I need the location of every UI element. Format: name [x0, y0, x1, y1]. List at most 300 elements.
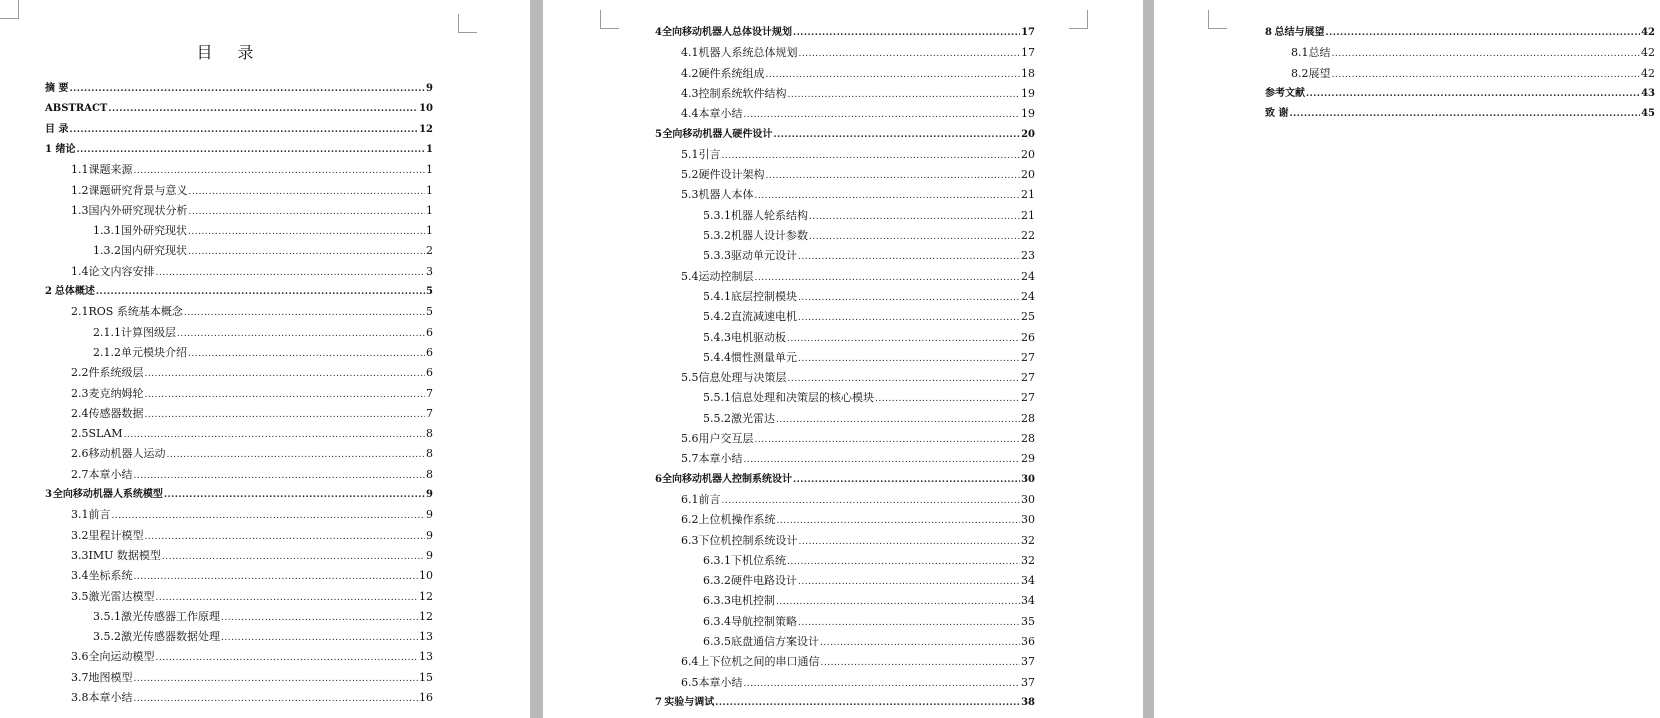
- toc-entry[interactable]: [681, 430, 1035, 448]
- toc-entry-number: 6.5: [681, 675, 699, 689]
- toc-dot-leader: [788, 370, 1021, 388]
- toc-entry-number: 3.5.1: [93, 609, 121, 623]
- toc-dot-leader: [776, 411, 1020, 429]
- toc-entry[interactable]: [1291, 65, 1655, 83]
- document-page-2: [543, 0, 1143, 718]
- toc-entry[interactable]: [681, 653, 1035, 671]
- toc-dot-leader: [766, 167, 1021, 185]
- crop-mark: [600, 10, 619, 29]
- toc-entry-page-number: 12: [419, 589, 433, 603]
- toc-dot-leader: [773, 126, 1020, 144]
- toc-entry-page-number: 9: [426, 528, 433, 542]
- toc-entry-page-number: 20: [1021, 128, 1035, 140]
- toc-dot-leader: [788, 86, 1021, 104]
- toc-entry-number: 3.7: [71, 670, 89, 684]
- toc-entry-number: 1: [45, 143, 52, 155]
- toc-entry[interactable]: [681, 511, 1035, 529]
- toc-entry-page-number: 24: [1021, 269, 1035, 283]
- toc-entry-title: 激光传感器数据处理: [121, 630, 220, 644]
- toc-entry[interactable]: [681, 166, 1035, 184]
- toc-entry[interactable]: [93, 222, 433, 240]
- toc-entry-page-number: 23: [1021, 249, 1035, 263]
- toc-entry-number: 3.1: [71, 508, 89, 522]
- toc-heading: 目 录: [196, 43, 264, 62]
- toc-dot-leader: [188, 345, 425, 363]
- toc-entry[interactable]: [45, 100, 433, 118]
- crop-mark: [1208, 10, 1227, 29]
- toc-dot-leader: [221, 629, 418, 647]
- toc-entry-number: 3.3: [71, 548, 89, 562]
- toc-dot-leader: [820, 634, 1020, 652]
- toc-entry-number: 3.8: [71, 691, 89, 704]
- toc-dot-leader: [755, 187, 1021, 205]
- toc-entry-title: 论文内容安排: [88, 264, 155, 278]
- toc-entry[interactable]: [703, 308, 1035, 326]
- toc-entry[interactable]: [703, 329, 1035, 347]
- toc-entry-page-number: 43: [1641, 87, 1655, 99]
- toc-entry[interactable]: [703, 207, 1035, 225]
- toc-entry-number: 5.7: [681, 452, 699, 466]
- toc-entry[interactable]: [681, 532, 1035, 550]
- toc-entry[interactable]: [71, 425, 433, 443]
- toc-entry[interactable]: [703, 389, 1035, 407]
- toc-dot-leader: [798, 350, 1020, 368]
- toc-dot-leader: [188, 243, 425, 261]
- toc-entry[interactable]: [71, 161, 433, 179]
- toc-entry-title: 国外研究现状: [121, 224, 187, 238]
- toc-entry-page-number: 8: [426, 427, 433, 441]
- toc-dot-leader: [156, 589, 419, 607]
- toc-entry-page-number: 9: [426, 548, 433, 562]
- toc-entry[interactable]: [71, 466, 433, 484]
- toc-entry-page-number: 20: [1021, 147, 1035, 161]
- toc-entry-page-number: 17: [1021, 46, 1035, 60]
- toc-dot-leader: [177, 325, 425, 343]
- toc-entry-title: 机器人轮系结构: [731, 208, 808, 222]
- toc-dot-leader: [798, 309, 1020, 327]
- toc-dot-leader: [799, 45, 1021, 63]
- toc-entry[interactable]: [93, 608, 433, 626]
- toc-entry[interactable]: [93, 324, 433, 342]
- toc-entry-number: 1.3.2: [93, 244, 121, 258]
- toc-dot-leader: [156, 649, 419, 667]
- toc-entry-page-number: 29: [1021, 452, 1035, 466]
- toc-entry-page-number: 1: [426, 203, 433, 217]
- toc-entry[interactable]: [681, 85, 1035, 103]
- toc-entry[interactable]: [655, 694, 1035, 712]
- toc-entry-number: 6.3.3: [703, 594, 731, 608]
- toc-entry-number: 3.5: [71, 589, 89, 603]
- toc-entry-page-number: 5: [426, 305, 433, 319]
- toc-entry-page-number: 32: [1021, 553, 1035, 567]
- toc-entry-page-number: 42: [1641, 46, 1655, 60]
- toc-entry-page-number: 12: [419, 609, 433, 623]
- toc-entry[interactable]: [45, 283, 433, 301]
- toc-entry-title: IMU 数据模型: [88, 548, 161, 562]
- toc-dot-leader: [221, 609, 418, 627]
- toc-entry[interactable]: [71, 364, 433, 382]
- toc-entry[interactable]: [703, 288, 1035, 306]
- toc-entry-page-number: 8: [426, 447, 433, 461]
- toc-entry-page-number: 1: [426, 224, 433, 238]
- toc-entry[interactable]: [71, 263, 433, 281]
- toc-entry[interactable]: [703, 410, 1035, 428]
- toc-entry-title: 本章小结: [698, 675, 743, 689]
- toc-entry-title: 坐标系统: [88, 569, 133, 583]
- toc-entry[interactable]: [93, 242, 433, 260]
- toc-entry[interactable]: [681, 105, 1035, 123]
- crop-mark: [458, 14, 477, 33]
- toc-dot-leader: [156, 264, 426, 282]
- toc-entry-number: 3.4: [71, 569, 89, 583]
- toc-entry-number: 8: [1265, 27, 1272, 38]
- toc-entry[interactable]: [1265, 105, 1655, 123]
- toc-entry-title: 摘 要: [45, 83, 69, 94]
- toc-entry-title: 驱动单元设计: [731, 249, 797, 263]
- toc-entry-number: 5.4.2: [703, 310, 731, 324]
- toc-entry-number: 2.6: [71, 447, 89, 461]
- toc-entry-title: 引言: [698, 147, 721, 161]
- toc-entry-number: 8.1: [1291, 46, 1309, 60]
- toc-entry[interactable]: [703, 592, 1035, 610]
- toc-entry[interactable]: [681, 491, 1035, 509]
- toc-entry[interactable]: [703, 247, 1035, 265]
- toc-entry-number: 3: [45, 489, 52, 500]
- toc-entry[interactable]: [71, 405, 433, 423]
- toc-entry[interactable]: [703, 552, 1035, 570]
- toc-entry[interactable]: [703, 227, 1035, 245]
- toc-entry-page-number: 21: [1021, 188, 1035, 202]
- toc-entry-number: 1.2: [71, 183, 89, 197]
- toc-dot-leader: [77, 141, 426, 159]
- toc-entry-title: 用户交互层: [698, 432, 754, 445]
- toc-entry-page-number: 38: [1021, 696, 1035, 708]
- toc-entry[interactable]: [71, 588, 433, 606]
- toc-entry-page-number: 10: [419, 569, 433, 583]
- toc-entry-page-number: 27: [1021, 371, 1035, 385]
- crop-mark: [0, 0, 19, 19]
- toc-entry-title: 本章小结: [88, 691, 133, 704]
- toc-entry-page-number: 28: [1021, 432, 1035, 445]
- toc-entry[interactable]: [1265, 24, 1655, 42]
- toc-dot-leader: [744, 675, 1021, 693]
- toc-dot-leader: [134, 568, 419, 586]
- toc-entry[interactable]: [655, 471, 1035, 489]
- toc-entry-title: 运动控制层: [698, 269, 754, 283]
- toc-entry-title: 底盘通信方案设计: [731, 635, 819, 648]
- toc-entry[interactable]: [71, 547, 433, 565]
- toc-entry-title: 电机驱动板: [731, 330, 786, 344]
- toc-entry[interactable]: [681, 44, 1035, 62]
- toc-entry-page-number: 2: [426, 244, 433, 258]
- toc-entry-number: 5.3: [681, 188, 699, 202]
- toc-dot-leader: [787, 330, 1020, 348]
- toc-dot-leader: [875, 390, 1020, 408]
- toc-entry-page-number: 20: [1021, 168, 1035, 182]
- toc-entry-number: 3.2: [71, 528, 89, 542]
- toc-entry[interactable]: [45, 141, 433, 159]
- toc-entry-title: 里程计模型: [88, 528, 144, 542]
- toc-dot-leader: [112, 507, 426, 525]
- toc-entry-page-number: 45: [1641, 108, 1655, 120]
- toc-entry[interactable]: [71, 202, 433, 220]
- toc-entry-page-number: 1: [426, 183, 433, 197]
- toc-entry-title: 全向移动机器人控制系统设计: [661, 473, 792, 485]
- toc-dot-leader: [145, 386, 426, 404]
- toc-entry[interactable]: [71, 527, 433, 545]
- toc-entry-title: 机器人系统总体规划: [698, 46, 798, 60]
- toc-dot-leader: [744, 106, 1021, 124]
- toc-entry-page-number: 18: [1021, 66, 1035, 80]
- toc-entry-number: 3.5.2: [93, 630, 121, 644]
- toc-entry[interactable]: [703, 633, 1035, 651]
- toc-entry-title: 信息处理和决策层的核心模块: [731, 391, 874, 405]
- toc-entry[interactable]: [681, 450, 1035, 468]
- toc-entry-number: 4: [655, 27, 662, 38]
- toc-entry[interactable]: [1291, 44, 1655, 62]
- toc-entry-number: 6.3.5: [703, 635, 731, 648]
- toc-entry-title: 本章小结: [698, 452, 743, 466]
- toc-entry-title: SLAM: [88, 427, 123, 441]
- toc-entry-page-number: 42: [1641, 27, 1655, 38]
- toc-entry[interactable]: [71, 567, 433, 585]
- toc-entry-title: 控制系统软件结构: [698, 86, 787, 100]
- toc-entry[interactable]: [71, 445, 433, 463]
- toc-entry-page-number: 28: [1021, 411, 1035, 425]
- toc-entry-title: 导航控制策略: [731, 614, 797, 628]
- toc-entry-number: 4.1: [681, 46, 699, 60]
- toc-entry-page-number: 27: [1021, 391, 1035, 405]
- toc-entry-page-number: 7: [426, 406, 433, 420]
- toc-dot-leader: [134, 467, 426, 485]
- toc-entry-page-number: 1: [426, 143, 433, 155]
- toc-dot-leader: [1332, 45, 1641, 63]
- toc-entry-title: 国内研究现状: [121, 244, 187, 258]
- toc-entry-number: 6.1: [681, 492, 699, 506]
- toc-entry-title: 底层控制模块: [731, 289, 797, 303]
- toc-entry-title: 电机控制: [731, 594, 775, 608]
- toc-entry-number: 2.3: [71, 386, 89, 400]
- toc-entry-page-number: 24: [1021, 289, 1035, 303]
- toc-entry-number: 5.3.2: [703, 229, 731, 242]
- document-page-3: [1154, 0, 1660, 718]
- toc-entry-number: 2.1.2: [93, 345, 121, 359]
- toc-dot-leader: [69, 121, 418, 139]
- toc-entry-title: 激光雷达: [731, 411, 775, 425]
- toc-entry-title: 计算图级层: [121, 325, 176, 339]
- toc-dot-leader: [722, 492, 1021, 510]
- toc-entry-number: 6.3.1: [703, 553, 731, 567]
- toc-entry-page-number: 5: [426, 286, 433, 297]
- toc-entry-title: 全向移动机器人系统模型: [52, 489, 163, 500]
- toc-entry-number: 5.4: [681, 269, 699, 283]
- toc-entry[interactable]: [655, 24, 1035, 42]
- toc-entry[interactable]: [1265, 85, 1655, 103]
- toc-entry[interactable]: [71, 303, 433, 321]
- toc-entry-page-number: 12: [419, 123, 433, 135]
- toc-dot-leader: [776, 593, 1020, 611]
- toc-entry[interactable]: [45, 121, 433, 139]
- toc-entry-page-number: 37: [1021, 655, 1035, 669]
- toc-entry-page-number: 37: [1021, 675, 1035, 689]
- toc-dot-leader: [134, 162, 426, 180]
- toc-dot-leader: [715, 694, 1020, 712]
- toc-dot-leader: [162, 548, 425, 566]
- toc-entry-number: 6: [655, 473, 662, 485]
- toc-dot-leader: [755, 269, 1021, 287]
- toc-entry-number: 3.6: [71, 650, 89, 664]
- toc-dot-leader: [164, 486, 425, 504]
- toc-entry[interactable]: [681, 65, 1035, 83]
- toc-entry[interactable]: [71, 385, 433, 403]
- toc-dot-leader: [755, 431, 1021, 449]
- toc-dot-leader: [798, 573, 1020, 591]
- toc-entry-number: 5.5.2: [703, 411, 731, 425]
- toc-entry[interactable]: [681, 674, 1035, 692]
- toc-dot-leader: [145, 528, 426, 546]
- toc-entry-number: 5.5.1: [703, 391, 731, 405]
- toc-entry-title: 本章小结: [88, 467, 133, 481]
- toc-entry-page-number: 34: [1021, 574, 1035, 588]
- toc-entry-number: 5: [655, 128, 662, 140]
- toc-entry-page-number: 1: [426, 163, 433, 177]
- toc-entry[interactable]: [71, 648, 433, 666]
- toc-dot-leader: [722, 147, 1021, 165]
- toc-entry-title: 麦克纳姆轮: [88, 386, 144, 400]
- toc-entry-page-number: 30: [1021, 473, 1035, 485]
- toc-entry-title: 总结: [1308, 46, 1331, 60]
- toc-entry-number: 1.3.1: [93, 224, 121, 238]
- toc-entry-page-number: 10: [419, 103, 433, 115]
- toc-dot-leader: [798, 248, 1020, 266]
- toc-entry-number: 4.4: [681, 107, 699, 121]
- toc-entry-page-number: 21: [1021, 208, 1035, 222]
- toc-entry[interactable]: [45, 80, 433, 98]
- toc-entry[interactable]: [71, 689, 433, 707]
- toc-entry-title: 件系统级层: [88, 366, 144, 380]
- toc-entry-title: 地图模型: [88, 670, 133, 684]
- toc-entry-page-number: 3: [426, 264, 433, 278]
- toc-dot-leader: [766, 66, 1021, 84]
- toc-entry-title: 上位机操作系统: [698, 513, 776, 527]
- toc-entry-page-number: 35: [1021, 614, 1035, 628]
- toc-entry-number: 2: [45, 286, 52, 297]
- toc-entry-title: 总结与展望: [1274, 27, 1325, 38]
- toc-entry[interactable]: [71, 506, 433, 524]
- toc-entry-title: ABSTRACT: [45, 103, 108, 115]
- toc-entry[interactable]: [71, 182, 433, 200]
- toc-entry-title: 硬件设计架构: [698, 168, 765, 182]
- toc-entry-title: 全向运动模型: [88, 650, 155, 664]
- toc-entry-number: 2.7: [71, 467, 89, 481]
- toc-entry-title: 本章小结: [698, 107, 743, 121]
- crop-mark: [1069, 10, 1088, 29]
- toc-entry-page-number: 25: [1021, 310, 1035, 324]
- toc-entry[interactable]: [703, 349, 1035, 367]
- toc-entry-number: 1.3: [71, 203, 89, 217]
- toc-entry-number: 4.3: [681, 86, 699, 100]
- toc-entry[interactable]: [681, 186, 1035, 204]
- toc-entry-title: 全向移动机器人硬件设计: [662, 128, 773, 140]
- toc-entry[interactable]: [703, 613, 1035, 631]
- toc-entry-page-number: 6: [426, 325, 433, 339]
- toc-dot-leader: [108, 100, 418, 118]
- toc-entry-number: 2.5: [71, 427, 89, 441]
- toc-entry-page-number: 6: [426, 366, 433, 380]
- toc-dot-leader: [145, 365, 426, 383]
- toc-entry-title: 下机位系统: [731, 553, 786, 567]
- toc-entry-number: 5.5: [681, 371, 699, 385]
- toc-entry-number: 5.6: [681, 432, 699, 445]
- toc-entry[interactable]: [681, 268, 1035, 286]
- toc-entry-title: 绪论: [55, 143, 76, 155]
- toc-entry-title: 直流减速电机: [731, 310, 797, 324]
- toc-dot-leader: [124, 426, 425, 444]
- toc-dot-leader: [798, 289, 1020, 307]
- toc-entry-page-number: 17: [1021, 27, 1035, 38]
- toc-entry-number: 6.3.4: [703, 614, 731, 628]
- toc-entry[interactable]: [45, 486, 433, 504]
- toc-dot-leader: [134, 690, 419, 708]
- toc-entry-title: 实验与调试: [664, 696, 715, 708]
- toc-dot-leader: [145, 406, 426, 424]
- toc-dot-leader: [96, 283, 425, 301]
- toc-dot-leader: [167, 446, 426, 464]
- toc-entry-page-number: 13: [419, 650, 433, 664]
- toc-dot-leader: [188, 223, 425, 241]
- toc-dot-leader: [1289, 105, 1640, 123]
- toc-entry-page-number: 30: [1021, 492, 1035, 506]
- toc-entry-page-number: 9: [426, 83, 433, 94]
- toc-entry[interactable]: [93, 344, 433, 362]
- toc-entry-page-number: 6: [426, 345, 433, 359]
- toc-entry-title: 下位机控制系统设计: [698, 533, 798, 547]
- toc-entry-page-number: 27: [1021, 350, 1035, 364]
- toc-entry[interactable]: [71, 669, 433, 687]
- toc-entry-number: 2.1: [71, 305, 89, 319]
- toc-entry[interactable]: [655, 126, 1035, 144]
- toc-entry[interactable]: [93, 628, 433, 646]
- toc-entry-number: 5.4.4: [703, 350, 731, 364]
- toc-dot-leader: [798, 614, 1020, 632]
- toc-entry-title: 总体概述: [54, 286, 95, 297]
- toc-entry-title: 信息处理与决策层: [698, 371, 787, 385]
- toc-dot-leader: [793, 24, 1020, 42]
- toc-entry-title: 全向移动机器人总体设计规划: [661, 27, 792, 38]
- toc-entry-page-number: 19: [1021, 86, 1035, 100]
- toc-entry-title: 前言: [88, 508, 111, 522]
- toc-entry-number: 5.2: [681, 168, 699, 182]
- toc-entry-page-number: 36: [1021, 635, 1035, 648]
- toc-entry-page-number: 34: [1021, 594, 1035, 608]
- toc-entry-number: 8.2: [1291, 66, 1309, 80]
- toc-dot-leader: [777, 512, 1021, 530]
- toc-dot-leader: [134, 670, 419, 688]
- toc-entry-number: 1.4: [71, 264, 89, 278]
- toc-entry-page-number: 16: [419, 691, 433, 704]
- toc-entry-page-number: 13: [419, 630, 433, 644]
- toc-entry-title: 前言: [698, 492, 721, 506]
- toc-entry[interactable]: [703, 572, 1035, 590]
- toc-dot-leader: [793, 471, 1020, 489]
- toc-entry-page-number: 8: [426, 467, 433, 481]
- toc-dot-leader: [189, 183, 426, 201]
- toc-entry[interactable]: [681, 146, 1035, 164]
- toc-entry[interactable]: [681, 369, 1035, 387]
- toc-entry-number: 5.1: [681, 147, 699, 161]
- toc-entry-title: 机器人设计参数: [731, 229, 808, 242]
- toc-entry-title: 传感器数据: [88, 406, 144, 420]
